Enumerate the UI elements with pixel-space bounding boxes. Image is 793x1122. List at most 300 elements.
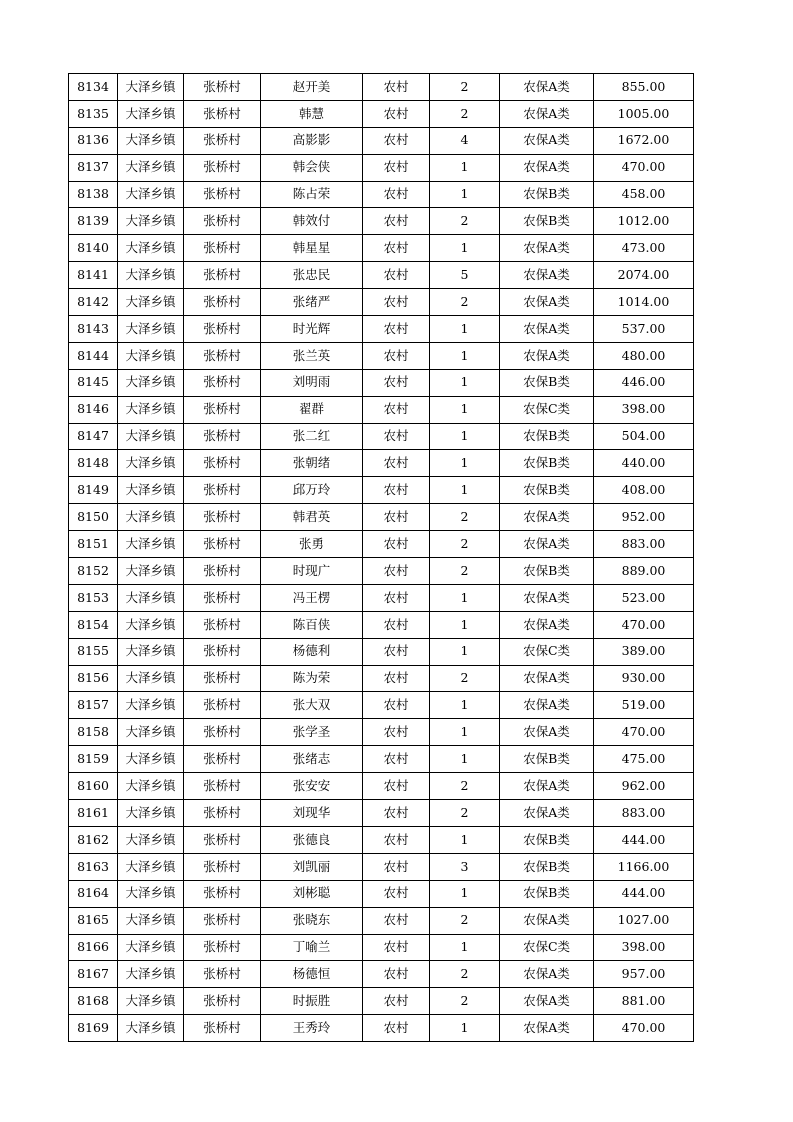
cell-name: 杨德利	[261, 638, 363, 665]
cell-serial-number: 8137	[69, 154, 118, 181]
cell-name: 张绪志	[261, 746, 363, 773]
cell-village: 张桥村	[184, 934, 261, 961]
cell-town: 大泽乡镇	[118, 853, 184, 880]
cell-serial-number: 8143	[69, 316, 118, 343]
cell-area-type: 农村	[363, 611, 430, 638]
cell-amount: 1012.00	[594, 208, 694, 235]
cell-village: 张桥村	[184, 531, 261, 558]
cell-serial-number: 8140	[69, 235, 118, 262]
cell-household-size: 1	[430, 235, 500, 262]
cell-serial-number: 8136	[69, 127, 118, 154]
table-body	[69, 74, 694, 1042]
cell-village: 张桥村	[184, 154, 261, 181]
cell-name: 韩星星	[261, 235, 363, 262]
table-row	[69, 208, 694, 235]
cell-category: 农保B类	[500, 558, 594, 585]
cell-household-size: 2	[430, 100, 500, 127]
cell-serial-number: 8156	[69, 665, 118, 692]
cell-category: 农保A类	[500, 800, 594, 827]
cell-village: 张桥村	[184, 826, 261, 853]
cell-town: 大泽乡镇	[118, 369, 184, 396]
cell-town: 大泽乡镇	[118, 208, 184, 235]
cell-amount: 470.00	[594, 1015, 694, 1042]
cell-amount: 930.00	[594, 665, 694, 692]
cell-serial-number: 8167	[69, 961, 118, 988]
cell-category: 农保A类	[500, 342, 594, 369]
cell-village: 张桥村	[184, 719, 261, 746]
table-row	[69, 289, 694, 316]
cell-village: 张桥村	[184, 504, 261, 531]
table-row	[69, 773, 694, 800]
cell-serial-number: 8146	[69, 396, 118, 423]
cell-category: 农保A类	[500, 154, 594, 181]
cell-amount: 1014.00	[594, 289, 694, 316]
cell-category: 农保A类	[500, 1015, 594, 1042]
cell-name: 张兰英	[261, 342, 363, 369]
table-row	[69, 853, 694, 880]
cell-serial-number: 8154	[69, 611, 118, 638]
cell-amount: 480.00	[594, 342, 694, 369]
table-row	[69, 746, 694, 773]
table-row	[69, 235, 694, 262]
cell-amount: 519.00	[594, 692, 694, 719]
data-table	[68, 73, 694, 1042]
table-row	[69, 181, 694, 208]
table-row	[69, 692, 694, 719]
cell-area-type: 农村	[363, 289, 430, 316]
cell-amount: 470.00	[594, 154, 694, 181]
cell-amount: 470.00	[594, 719, 694, 746]
cell-serial-number: 8139	[69, 208, 118, 235]
cell-household-size: 3	[430, 853, 500, 880]
cell-household-size: 1	[430, 692, 500, 719]
cell-town: 大泽乡镇	[118, 746, 184, 773]
cell-area-type: 农村	[363, 907, 430, 934]
cell-village: 张桥村	[184, 853, 261, 880]
cell-village: 张桥村	[184, 235, 261, 262]
cell-village: 张桥村	[184, 988, 261, 1015]
cell-name: 韩君英	[261, 504, 363, 531]
cell-category: 农保C类	[500, 934, 594, 961]
cell-amount: 952.00	[594, 504, 694, 531]
cell-household-size: 2	[430, 531, 500, 558]
cell-amount: 962.00	[594, 773, 694, 800]
cell-category: 农保A类	[500, 100, 594, 127]
cell-name: 刘彬聪	[261, 880, 363, 907]
cell-town: 大泽乡镇	[118, 611, 184, 638]
cell-household-size: 2	[430, 289, 500, 316]
cell-serial-number: 8145	[69, 369, 118, 396]
cell-household-size: 2	[430, 504, 500, 531]
cell-town: 大泽乡镇	[118, 1015, 184, 1042]
cell-area-type: 农村	[363, 74, 430, 101]
table-row	[69, 477, 694, 504]
cell-name: 张德良	[261, 826, 363, 853]
cell-amount: 1005.00	[594, 100, 694, 127]
table-row	[69, 800, 694, 827]
cell-village: 张桥村	[184, 450, 261, 477]
table-row	[69, 826, 694, 853]
cell-village: 张桥村	[184, 477, 261, 504]
cell-name: 王秀玲	[261, 1015, 363, 1042]
cell-town: 大泽乡镇	[118, 638, 184, 665]
table-row	[69, 154, 694, 181]
cell-name: 张忠民	[261, 262, 363, 289]
table-row	[69, 127, 694, 154]
cell-village: 张桥村	[184, 611, 261, 638]
cell-household-size: 1	[430, 477, 500, 504]
cell-serial-number: 8135	[69, 100, 118, 127]
cell-category: 农保B类	[500, 423, 594, 450]
cell-area-type: 农村	[363, 504, 430, 531]
cell-serial-number: 8151	[69, 531, 118, 558]
cell-amount: 440.00	[594, 450, 694, 477]
cell-town: 大泽乡镇	[118, 423, 184, 450]
table-row	[69, 934, 694, 961]
table-row	[69, 611, 694, 638]
cell-category: 农保A类	[500, 127, 594, 154]
cell-household-size: 2	[430, 773, 500, 800]
cell-name: 张安安	[261, 773, 363, 800]
cell-amount: 881.00	[594, 988, 694, 1015]
cell-household-size: 2	[430, 907, 500, 934]
cell-area-type: 农村	[363, 100, 430, 127]
cell-amount: 1672.00	[594, 127, 694, 154]
table-row	[69, 100, 694, 127]
cell-category: 农保A类	[500, 719, 594, 746]
cell-household-size: 1	[430, 450, 500, 477]
table-row	[69, 531, 694, 558]
cell-name: 赵开美	[261, 74, 363, 101]
cell-name: 杨德恒	[261, 961, 363, 988]
cell-village: 张桥村	[184, 961, 261, 988]
cell-serial-number: 8142	[69, 289, 118, 316]
table-row	[69, 316, 694, 343]
cell-area-type: 农村	[363, 369, 430, 396]
cell-village: 张桥村	[184, 638, 261, 665]
cell-village: 张桥村	[184, 584, 261, 611]
table-row	[69, 450, 694, 477]
table-row	[69, 961, 694, 988]
cell-area-type: 农村	[363, 208, 430, 235]
cell-serial-number: 8149	[69, 477, 118, 504]
cell-town: 大泽乡镇	[118, 558, 184, 585]
cell-town: 大泽乡镇	[118, 934, 184, 961]
cell-category: 农保A类	[500, 773, 594, 800]
cell-village: 张桥村	[184, 316, 261, 343]
cell-village: 张桥村	[184, 289, 261, 316]
cell-area-type: 农村	[363, 531, 430, 558]
cell-category: 农保C类	[500, 396, 594, 423]
cell-serial-number: 8141	[69, 262, 118, 289]
table-row	[69, 342, 694, 369]
cell-serial-number: 8144	[69, 342, 118, 369]
cell-town: 大泽乡镇	[118, 531, 184, 558]
cell-village: 张桥村	[184, 880, 261, 907]
table-row	[69, 584, 694, 611]
cell-town: 大泽乡镇	[118, 826, 184, 853]
cell-village: 张桥村	[184, 208, 261, 235]
cell-category: 农保A类	[500, 235, 594, 262]
cell-area-type: 农村	[363, 988, 430, 1015]
cell-name: 时振胜	[261, 988, 363, 1015]
cell-household-size: 1	[430, 611, 500, 638]
cell-area-type: 农村	[363, 423, 430, 450]
cell-name: 张二红	[261, 423, 363, 450]
cell-serial-number: 8134	[69, 74, 118, 101]
cell-household-size: 1	[430, 746, 500, 773]
cell-town: 大泽乡镇	[118, 154, 184, 181]
cell-amount: 470.00	[594, 611, 694, 638]
cell-name: 韩会侠	[261, 154, 363, 181]
cell-name: 冯王楞	[261, 584, 363, 611]
cell-village: 张桥村	[184, 558, 261, 585]
cell-household-size: 1	[430, 719, 500, 746]
cell-name: 丁喻兰	[261, 934, 363, 961]
cell-category: 农保A类	[500, 531, 594, 558]
cell-area-type: 农村	[363, 934, 430, 961]
cell-name: 韩慧	[261, 100, 363, 127]
cell-area-type: 农村	[363, 316, 430, 343]
cell-serial-number: 8138	[69, 181, 118, 208]
cell-serial-number: 8148	[69, 450, 118, 477]
table-row	[69, 558, 694, 585]
cell-village: 张桥村	[184, 181, 261, 208]
cell-town: 大泽乡镇	[118, 100, 184, 127]
cell-name: 张学圣	[261, 719, 363, 746]
cell-serial-number: 8152	[69, 558, 118, 585]
cell-amount: 398.00	[594, 396, 694, 423]
cell-name: 陈百侠	[261, 611, 363, 638]
cell-category: 农保B类	[500, 208, 594, 235]
cell-name: 刘明雨	[261, 369, 363, 396]
cell-household-size: 1	[430, 423, 500, 450]
cell-amount: 883.00	[594, 800, 694, 827]
cell-household-size: 1	[430, 638, 500, 665]
cell-category: 农保C类	[500, 638, 594, 665]
table-row	[69, 665, 694, 692]
cell-name: 陈为荣	[261, 665, 363, 692]
cell-name: 张勇	[261, 531, 363, 558]
cell-town: 大泽乡镇	[118, 235, 184, 262]
cell-amount: 475.00	[594, 746, 694, 773]
cell-amount: 1027.00	[594, 907, 694, 934]
cell-serial-number: 8163	[69, 853, 118, 880]
cell-amount: 458.00	[594, 181, 694, 208]
cell-household-size: 1	[430, 342, 500, 369]
cell-town: 大泽乡镇	[118, 665, 184, 692]
cell-serial-number: 8157	[69, 692, 118, 719]
table-row	[69, 719, 694, 746]
cell-serial-number: 8166	[69, 934, 118, 961]
cell-village: 张桥村	[184, 127, 261, 154]
cell-household-size: 2	[430, 208, 500, 235]
cell-household-size: 1	[430, 154, 500, 181]
cell-category: 农保A类	[500, 907, 594, 934]
cell-name: 刘凯丽	[261, 853, 363, 880]
table-row	[69, 907, 694, 934]
cell-category: 农保A类	[500, 988, 594, 1015]
cell-area-type: 农村	[363, 477, 430, 504]
cell-town: 大泽乡镇	[118, 342, 184, 369]
cell-household-size: 2	[430, 961, 500, 988]
cell-town: 大泽乡镇	[118, 773, 184, 800]
cell-category: 农保A类	[500, 692, 594, 719]
table-row	[69, 504, 694, 531]
cell-area-type: 农村	[363, 800, 430, 827]
cell-household-size: 2	[430, 665, 500, 692]
cell-area-type: 农村	[363, 961, 430, 988]
table-row	[69, 988, 694, 1015]
table-row	[69, 638, 694, 665]
cell-amount: 1166.00	[594, 853, 694, 880]
cell-amount: 446.00	[594, 369, 694, 396]
cell-area-type: 农村	[363, 262, 430, 289]
cell-category: 农保B类	[500, 369, 594, 396]
cell-category: 农保A类	[500, 316, 594, 343]
cell-amount: 389.00	[594, 638, 694, 665]
cell-household-size: 1	[430, 584, 500, 611]
cell-area-type: 农村	[363, 853, 430, 880]
cell-amount: 883.00	[594, 531, 694, 558]
cell-name: 张绪严	[261, 289, 363, 316]
cell-category: 农保B类	[500, 477, 594, 504]
cell-village: 张桥村	[184, 907, 261, 934]
cell-serial-number: 8160	[69, 773, 118, 800]
cell-serial-number: 8161	[69, 800, 118, 827]
cell-amount: 537.00	[594, 316, 694, 343]
cell-serial-number: 8169	[69, 1015, 118, 1042]
cell-name: 韩效付	[261, 208, 363, 235]
cell-village: 张桥村	[184, 369, 261, 396]
cell-amount: 408.00	[594, 477, 694, 504]
cell-town: 大泽乡镇	[118, 800, 184, 827]
table-row	[69, 1015, 694, 1042]
cell-area-type: 农村	[363, 396, 430, 423]
cell-area-type: 农村	[363, 773, 430, 800]
cell-household-size: 1	[430, 369, 500, 396]
cell-serial-number: 8153	[69, 584, 118, 611]
cell-village: 张桥村	[184, 692, 261, 719]
table-row	[69, 423, 694, 450]
cell-town: 大泽乡镇	[118, 181, 184, 208]
cell-town: 大泽乡镇	[118, 961, 184, 988]
cell-household-size: 1	[430, 181, 500, 208]
cell-household-size: 5	[430, 262, 500, 289]
cell-area-type: 农村	[363, 880, 430, 907]
cell-village: 张桥村	[184, 342, 261, 369]
cell-village: 张桥村	[184, 1015, 261, 1042]
cell-household-size: 2	[430, 558, 500, 585]
cell-serial-number: 8159	[69, 746, 118, 773]
cell-area-type: 农村	[363, 450, 430, 477]
cell-category: 农保B类	[500, 450, 594, 477]
cell-amount: 2074.00	[594, 262, 694, 289]
cell-area-type: 农村	[363, 746, 430, 773]
cell-serial-number: 8155	[69, 638, 118, 665]
cell-town: 大泽乡镇	[118, 584, 184, 611]
cell-category: 农保A类	[500, 74, 594, 101]
cell-town: 大泽乡镇	[118, 988, 184, 1015]
cell-area-type: 农村	[363, 692, 430, 719]
cell-household-size: 4	[430, 127, 500, 154]
cell-serial-number: 8147	[69, 423, 118, 450]
cell-category: 农保A类	[500, 665, 594, 692]
cell-category: 农保A类	[500, 584, 594, 611]
cell-area-type: 农村	[363, 638, 430, 665]
cell-serial-number: 8162	[69, 826, 118, 853]
cell-name: 张大双	[261, 692, 363, 719]
cell-area-type: 农村	[363, 342, 430, 369]
table-row	[69, 369, 694, 396]
cell-town: 大泽乡镇	[118, 719, 184, 746]
cell-household-size: 1	[430, 934, 500, 961]
cell-name: 翟群	[261, 396, 363, 423]
cell-town: 大泽乡镇	[118, 316, 184, 343]
cell-village: 张桥村	[184, 396, 261, 423]
cell-area-type: 农村	[363, 154, 430, 181]
cell-category: 农保A类	[500, 611, 594, 638]
cell-category: 农保B类	[500, 746, 594, 773]
cell-household-size: 2	[430, 800, 500, 827]
cell-household-size: 1	[430, 826, 500, 853]
cell-village: 张桥村	[184, 746, 261, 773]
table-row	[69, 262, 694, 289]
cell-name: 时光辉	[261, 316, 363, 343]
cell-category: 农保A类	[500, 961, 594, 988]
cell-area-type: 农村	[363, 235, 430, 262]
cell-household-size: 2	[430, 74, 500, 101]
cell-village: 张桥村	[184, 665, 261, 692]
cell-town: 大泽乡镇	[118, 289, 184, 316]
table-row	[69, 396, 694, 423]
cell-town: 大泽乡镇	[118, 450, 184, 477]
cell-serial-number: 8150	[69, 504, 118, 531]
cell-town: 大泽乡镇	[118, 477, 184, 504]
cell-amount: 444.00	[594, 880, 694, 907]
cell-area-type: 农村	[363, 719, 430, 746]
cell-area-type: 农村	[363, 558, 430, 585]
cell-amount: 444.00	[594, 826, 694, 853]
cell-village: 张桥村	[184, 100, 261, 127]
cell-village: 张桥村	[184, 74, 261, 101]
cell-household-size: 1	[430, 396, 500, 423]
cell-household-size: 1	[430, 316, 500, 343]
cell-serial-number: 8158	[69, 719, 118, 746]
table-row	[69, 880, 694, 907]
cell-category: 农保A类	[500, 504, 594, 531]
cell-amount: 473.00	[594, 235, 694, 262]
cell-village: 张桥村	[184, 423, 261, 450]
cell-area-type: 农村	[363, 127, 430, 154]
cell-household-size: 1	[430, 1015, 500, 1042]
cell-town: 大泽乡镇	[118, 880, 184, 907]
cell-town: 大泽乡镇	[118, 262, 184, 289]
cell-village: 张桥村	[184, 800, 261, 827]
cell-town: 大泽乡镇	[118, 396, 184, 423]
cell-amount: 889.00	[594, 558, 694, 585]
cell-area-type: 农村	[363, 826, 430, 853]
cell-name: 陈占荣	[261, 181, 363, 208]
cell-town: 大泽乡镇	[118, 692, 184, 719]
cell-category: 农保B类	[500, 853, 594, 880]
cell-amount: 504.00	[594, 423, 694, 450]
table-row	[69, 74, 694, 101]
cell-category: 农保B类	[500, 826, 594, 853]
cell-name: 刘现华	[261, 800, 363, 827]
cell-town: 大泽乡镇	[118, 127, 184, 154]
cell-amount: 523.00	[594, 584, 694, 611]
